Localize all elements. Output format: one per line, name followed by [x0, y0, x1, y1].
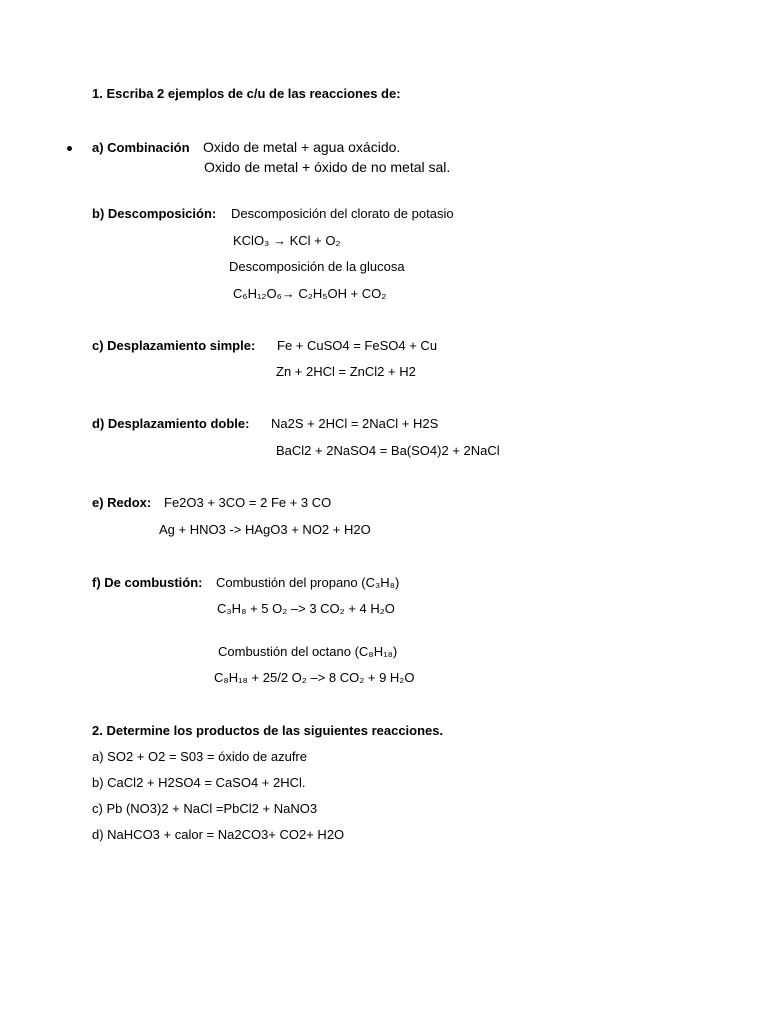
combustion-text-2: Combustión del octano (C₈H₁₈) [218, 644, 398, 659]
combination-example-2: Oxido de metal + óxido de no metal sal. [204, 159, 451, 175]
double-displacement-equation-2: BaCl2 + 2NaSO4 = Ba(SO4)2 + 2NaCl [276, 443, 500, 458]
question-2-item-b: b) CaCl2 + H2SO4 = CaSO4 + 2HCl. [92, 775, 306, 790]
decomposition-equation-2: C₆H₁₂O₆→ C₂H₅OH + CO₂ [233, 286, 387, 301]
question-1-title: 1. Escriba 2 ejemplos de c/u de las reacciones de: [92, 86, 401, 101]
combustion-equation-1: C₃H₈ + 5 O₂ –> 3 CO₂ + 4 H₂O [217, 601, 395, 616]
decomposition-text-1: Descomposición del clorato de potasio [231, 206, 454, 221]
combination-label: a) Combinación [92, 140, 190, 155]
redox-label: e) Redox: [92, 495, 152, 510]
question-2-item-c: c) Pb (NO3)2 + NaCl =PbCl2 + NaNO3 [92, 801, 318, 816]
simple-displacement-label: c) Desplazamiento simple: [92, 338, 256, 353]
decomposition-label: b) Descomposición: [92, 206, 217, 221]
combustion-equation-2: C₈H₁₈ + 25/2 O₂ –> 8 CO₂ + 9 H₂O [214, 670, 415, 685]
decomposition-text-2: Descomposición de la glucosa [229, 259, 405, 274]
redox-equation-2: Ag + HNO3 -> HAgO3 + NO2 + H2O [159, 522, 371, 537]
question-2-title: 2. Determine los productos de las siguientes reacciones. [92, 723, 444, 738]
decomposition-equation-1: KClO₃ → KCl + O₂ [233, 233, 341, 248]
question-2-item-d: d) NaHCO3 + calor = Na2CO3+ CO2+ H2O [92, 827, 345, 842]
combustion-text-1: Combustión del propano (C₃H₈) [216, 575, 400, 590]
combustion-label: f) De combustión: [92, 575, 203, 590]
bullet-icon [67, 146, 72, 151]
double-displacement-label: d) Desplazamiento doble: [92, 416, 250, 431]
simple-displacement-equation-1: Fe + CuSO4 = FeSO4 + Cu [277, 338, 438, 353]
simple-displacement-equation-2: Zn + 2HCl = ZnCl2 + H2 [276, 364, 416, 379]
combination-example-1: Oxido de metal + agua oxácido. [203, 139, 401, 155]
question-2-item-a: a) SO2 + O2 = S03 = óxido de azufre [92, 749, 307, 764]
double-displacement-equation-1: Na2S + 2HCl = 2NaCl + H2S [271, 416, 439, 431]
redox-equation-1: Fe2O3 + 3CO = 2 Fe + 3 CO [164, 495, 332, 510]
